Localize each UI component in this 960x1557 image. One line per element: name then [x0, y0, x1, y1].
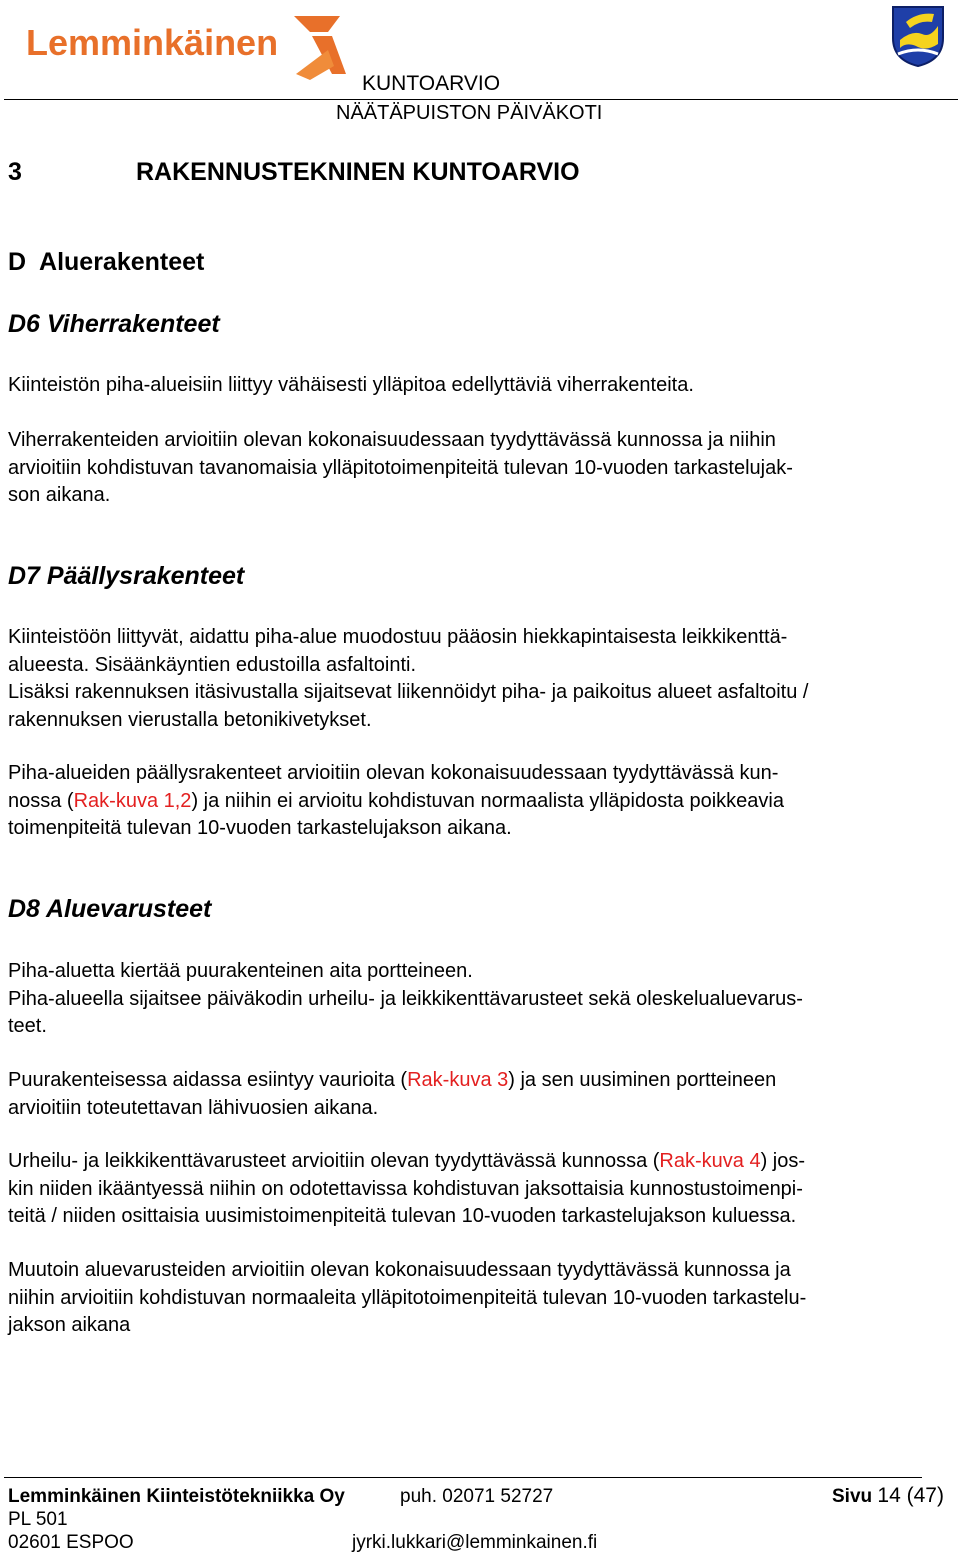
- text-line: son aikana.: [8, 484, 111, 506]
- text-line: teitä / niiden osittaisia uusimistoimenpiteitä tulevan 10-vuoden tarkastelujakson kuluessa.: [8, 1205, 797, 1227]
- text-line: alueesta. Sisäänkäyntien edustoilla asfaltointi.: [8, 653, 417, 676]
- text-span: ) jos-: [760, 1150, 806, 1172]
- text-line: Piha-alueella sijaitsee päiväkodin urheilu- ja leikkikenttävarusteet sekä oleskelualuevarus-: [8, 987, 803, 1010]
- text-line: arvioitiin kohdistuvan tavanomaisia ylläpitotoimenpiteitä tulevan 10-vuoden tarkastelujak-: [8, 456, 793, 479]
- footer-city: 02601 ESPOO: [8, 1532, 134, 1553]
- footer-page-number: [832, 1484, 944, 1508]
- text-line: kin niiden ikääntyessä niihin on odotettavissa kohdistuvan jaksottaisia kunnostustoimenpi-: [8, 1177, 803, 1200]
- d8-paragraph-4: [8, 1257, 806, 1340]
- company-logo-text: Lemminkäinen: [26, 22, 279, 63]
- footer-po-box: PL 501: [8, 1509, 68, 1530]
- d6-paragraph-1: Kiinteistön piha-alueisiin liittyy vähäisesti ylläpitoa edellyttäviä viherrakenteita.: [8, 374, 694, 396]
- d8-paragraph-3: [8, 1148, 805, 1231]
- text-line: Piha-aluetta kiertää puurakenteinen aita portteineen.: [8, 960, 473, 982]
- text-line: teet.: [8, 1015, 47, 1037]
- text-span: ) ja niihin ei arvioitu kohdistuvan normaalista ylläpidosta poikkeavia: [191, 789, 784, 812]
- footer-phone: puh. 02071 52727: [400, 1486, 554, 1507]
- text-span: Puurakenteisessa aidassa esiintyy vaurioita (: [8, 1069, 408, 1091]
- header-divider: [4, 99, 958, 100]
- heading-d7: D7 Päällysrakenteet: [8, 562, 245, 590]
- text-line: niihin arvioitiin kohdistuvan normaaleita ylläpitotoimenpiteitä tulevan 10-vuoden tarkastelu-: [8, 1286, 807, 1309]
- text-line: rakennuksen vierustalla betonikivetykset.: [8, 708, 372, 731]
- text-span: ) ja sen uusiminen portteineen: [508, 1069, 777, 1091]
- text-line: arvioitiin toteutettavan lähivuosien aikana.: [8, 1096, 379, 1119]
- footer-company: Lemminkäinen Kiinteistötekniikka Oy: [8, 1486, 345, 1507]
- heading-aluerakenteet: D Aluerakenteet: [8, 248, 205, 276]
- heading-d6: D6 Viherrakenteet: [8, 310, 220, 338]
- heading-d8: D8 Aluevarusteet: [8, 895, 212, 923]
- d7-paragraph-1: [8, 624, 808, 734]
- footer-email: jyrki.lukkari@lemminkainen.fi: [352, 1532, 598, 1553]
- text-line: [8, 1067, 776, 1095]
- company-logo-mark-icon: [288, 10, 350, 84]
- text-line: Kiinteistöön liittyvät, aidattu piha-alue muodostuu pääosin hiekkapintaisesta leikkikenttä-: [8, 626, 788, 648]
- text-line: Lisäksi rakennuksen itäsivustalla sijaitsevat liikennöidyt piha- ja paikoitus alueet asfaltoitu /: [8, 681, 809, 703]
- section-title: RAKENNUSTEKNINEN KUNTOARVIO: [136, 158, 580, 186]
- d8-paragraph-1: [8, 958, 803, 1041]
- text-line: jakson aikana: [8, 1314, 131, 1336]
- d7-paragraph-2: [8, 760, 784, 843]
- d6-paragraph-2: [8, 427, 793, 510]
- page-count: 14 (47): [877, 1484, 944, 1507]
- text-line: toimenpiteitä tulevan 10-vuoden tarkastelujakson aikana.: [8, 817, 512, 839]
- footer-divider: [4, 1477, 922, 1478]
- document-title: KUNTOARVIO: [362, 72, 501, 95]
- photo-reference-link: Rak-kuva 3: [407, 1069, 509, 1091]
- text-span: Urheilu- ja leikkikenttävarusteet arvioitiin olevan tyydyttävässä kunnossa (: [8, 1150, 660, 1172]
- text-line: Muutoin aluevarusteiden arvioitiin olevan kokonaisuudessaan tyydyttävässä kunnossa ja: [8, 1259, 791, 1281]
- document-subtitle: NÄÄTÄPUISTON PÄIVÄKOTI: [336, 102, 603, 124]
- d8-paragraph-2: [8, 1067, 776, 1122]
- page-label: Sivu: [832, 1486, 873, 1507]
- municipal-crest-icon: [890, 4, 946, 68]
- text-line: [8, 1148, 805, 1176]
- text-span: nossa (: [8, 789, 74, 812]
- text-line: [8, 788, 784, 816]
- text-line: Viherrakenteiden arvioitiin olevan kokonaisuudessaan tyydyttävässä kunnossa ja niihin: [8, 429, 776, 451]
- photo-reference-link: Rak-kuva 4: [659, 1150, 761, 1172]
- section-number: 3: [8, 158, 22, 186]
- photo-reference-link: Rak-kuva 1,2: [73, 789, 192, 812]
- text-line: Piha-alueiden päällysrakenteet arvioitiin olevan kokonaisuudessaan tyydyttävässä kun-: [8, 762, 779, 784]
